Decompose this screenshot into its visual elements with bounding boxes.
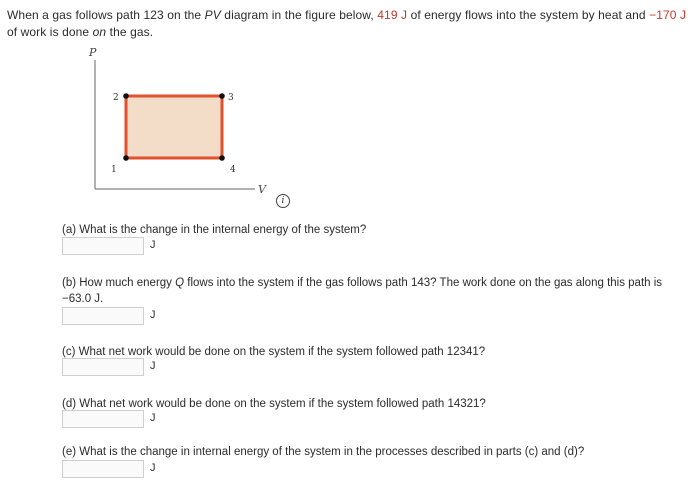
intro-text-4: of work is done: [7, 25, 93, 39]
intro-text-2: diagram in the figure below,: [220, 8, 378, 22]
question-b-start: (b) How much energy: [62, 277, 176, 289]
question-a: (a) What is the change in the internal energy of the system?: [62, 224, 367, 236]
answer-d-input[interactable]: [62, 410, 144, 428]
point-2-label: 2: [113, 93, 119, 103]
answer-a-unit: J: [150, 239, 156, 251]
answer-a-input[interactable]: [62, 237, 144, 255]
question-e: (e) What is the change in internal energy of the system in the processes described in parts (c) and (d)?: [62, 446, 585, 458]
point-2-marker: [123, 93, 129, 99]
answer-c-input[interactable]: [62, 358, 144, 376]
v-axis-label: V: [258, 183, 266, 196]
point-4-marker: [219, 155, 225, 161]
p-axis-label: P: [89, 48, 97, 59]
cycle-rectangle: [126, 96, 222, 158]
intro-on: on: [92, 25, 107, 39]
intro-work-value: −170 J: [649, 8, 687, 22]
point-4-label: 4: [230, 165, 236, 175]
answer-c-unit: J: [150, 360, 156, 372]
answer-b-input[interactable]: [62, 307, 144, 325]
answer-d-unit: J: [150, 412, 156, 424]
point-1-label: 1: [111, 165, 117, 175]
info-icon[interactable]: i: [276, 194, 290, 208]
intro-energy-value: 419 J: [377, 8, 408, 22]
question-b-q: Q: [175, 277, 185, 289]
point-3-label: 3: [228, 93, 234, 103]
question-b-end: flows into the system if the gas follows path 143? The work done on the gas along this path is −63.0 J.: [62, 277, 663, 305]
point-3-marker: [219, 93, 225, 99]
intro-text-1: When a gas follows path 123 on the: [7, 8, 205, 22]
answer-e-input[interactable]: [62, 460, 144, 478]
question-d: (d) What net work would be done on the system if the system followed path 14321?: [62, 398, 486, 410]
pv-diagram: [80, 48, 310, 208]
intro-pv: PV: [204, 8, 221, 22]
question-b: [62, 275, 694, 307]
problem-statement: [7, 7, 697, 41]
intro-text-5: the gas.: [106, 25, 154, 39]
question-c: (c) What net work would be done on the system if the system followed path 12341?: [62, 346, 486, 358]
answer-b-unit: J: [150, 309, 156, 321]
answer-e-unit: J: [150, 462, 156, 474]
point-1-marker: [123, 155, 129, 161]
intro-text-3: of energy flows into the system by heat and: [407, 8, 650, 22]
